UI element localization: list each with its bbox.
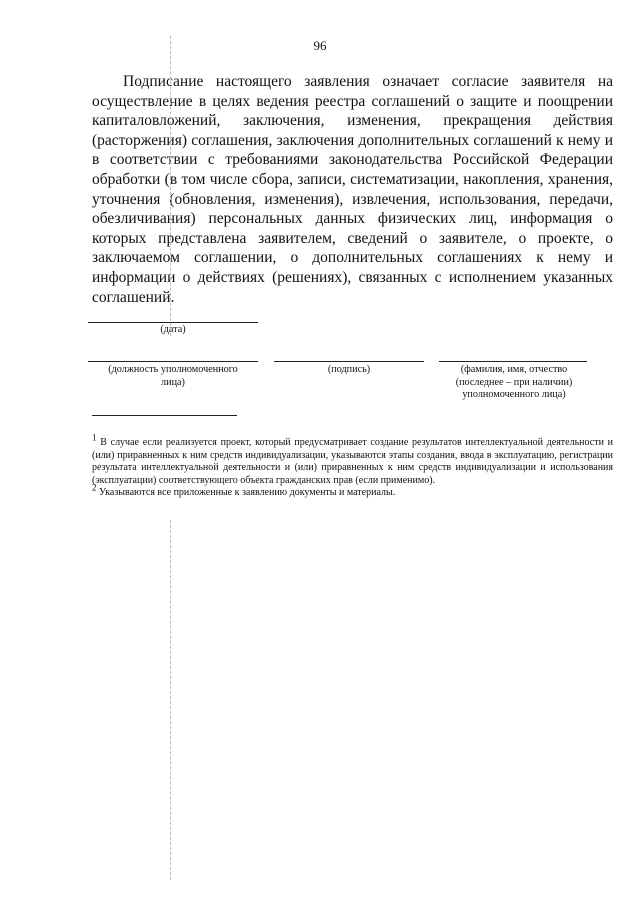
consent-paragraph: Подписание настоящего заявления означает согласие заявителя на осуществление в целях ведения реестра соглашений о защите и поощрении капиталовложений, заключения, изменения, прекращения действия (расторжения) соглашения, заключения дополнительных соглашений к нему и в соответствии с требованиями законодательства Российской Федерации обработки (в том числе сбора, записи, систематизации, накопления, хранения, уточнения (обновления, изменения), извлечения, использования, передачи, обезличивания) персональных данных физических лиц, информация о которых представлена заявителем, сведений о заявителе, о проекте, о заключаемом соглашении, о дополнительных соглашениях к нему и информации о действиях (решениях), связанных с исполнением указанных соглашений. [92,73,613,306]
position-caption: (должность уполномоченного лица) [108,364,238,388]
footnotes [92,432,614,500]
footnote-2-text: Указываются все приложенные к заявлению документы и материалы. [99,487,396,499]
name-caption: (фамилия, имя, отчество (последнее – при наличии) уполномоченного лица) [455,364,573,400]
signature-line [274,361,424,362]
scan-artifact-line-lower [170,520,171,880]
date-line [88,322,258,323]
signature-caption: (подпись) [327,364,371,375]
footnote-2-mark: 2 [92,483,97,494]
name-line [439,361,587,362]
position-line [88,361,258,362]
page-number: 96 [313,38,327,53]
scan-artifact-line [170,36,171,336]
footnote-1-text: В случае если реализуется проект, который предусматривает создание результатов интеллектуальной деятельности и (или) приравненных к ним средств индивидуализации, указываются этапы создания, ввода в эксплуатацию, регистрации результата интеллектуальной деятельности и (или) приравненных к ним средств индивидуализации и использования (эксплуатации) соответствующего объекта гражданских прав (если применимо). [92,437,614,486]
footnote-1-mark: 1 [92,432,97,443]
footnote-1 [92,432,614,487]
date-caption: (дата) [160,324,186,335]
footnote-2 [92,483,613,500]
footnote-separator [92,415,237,416]
